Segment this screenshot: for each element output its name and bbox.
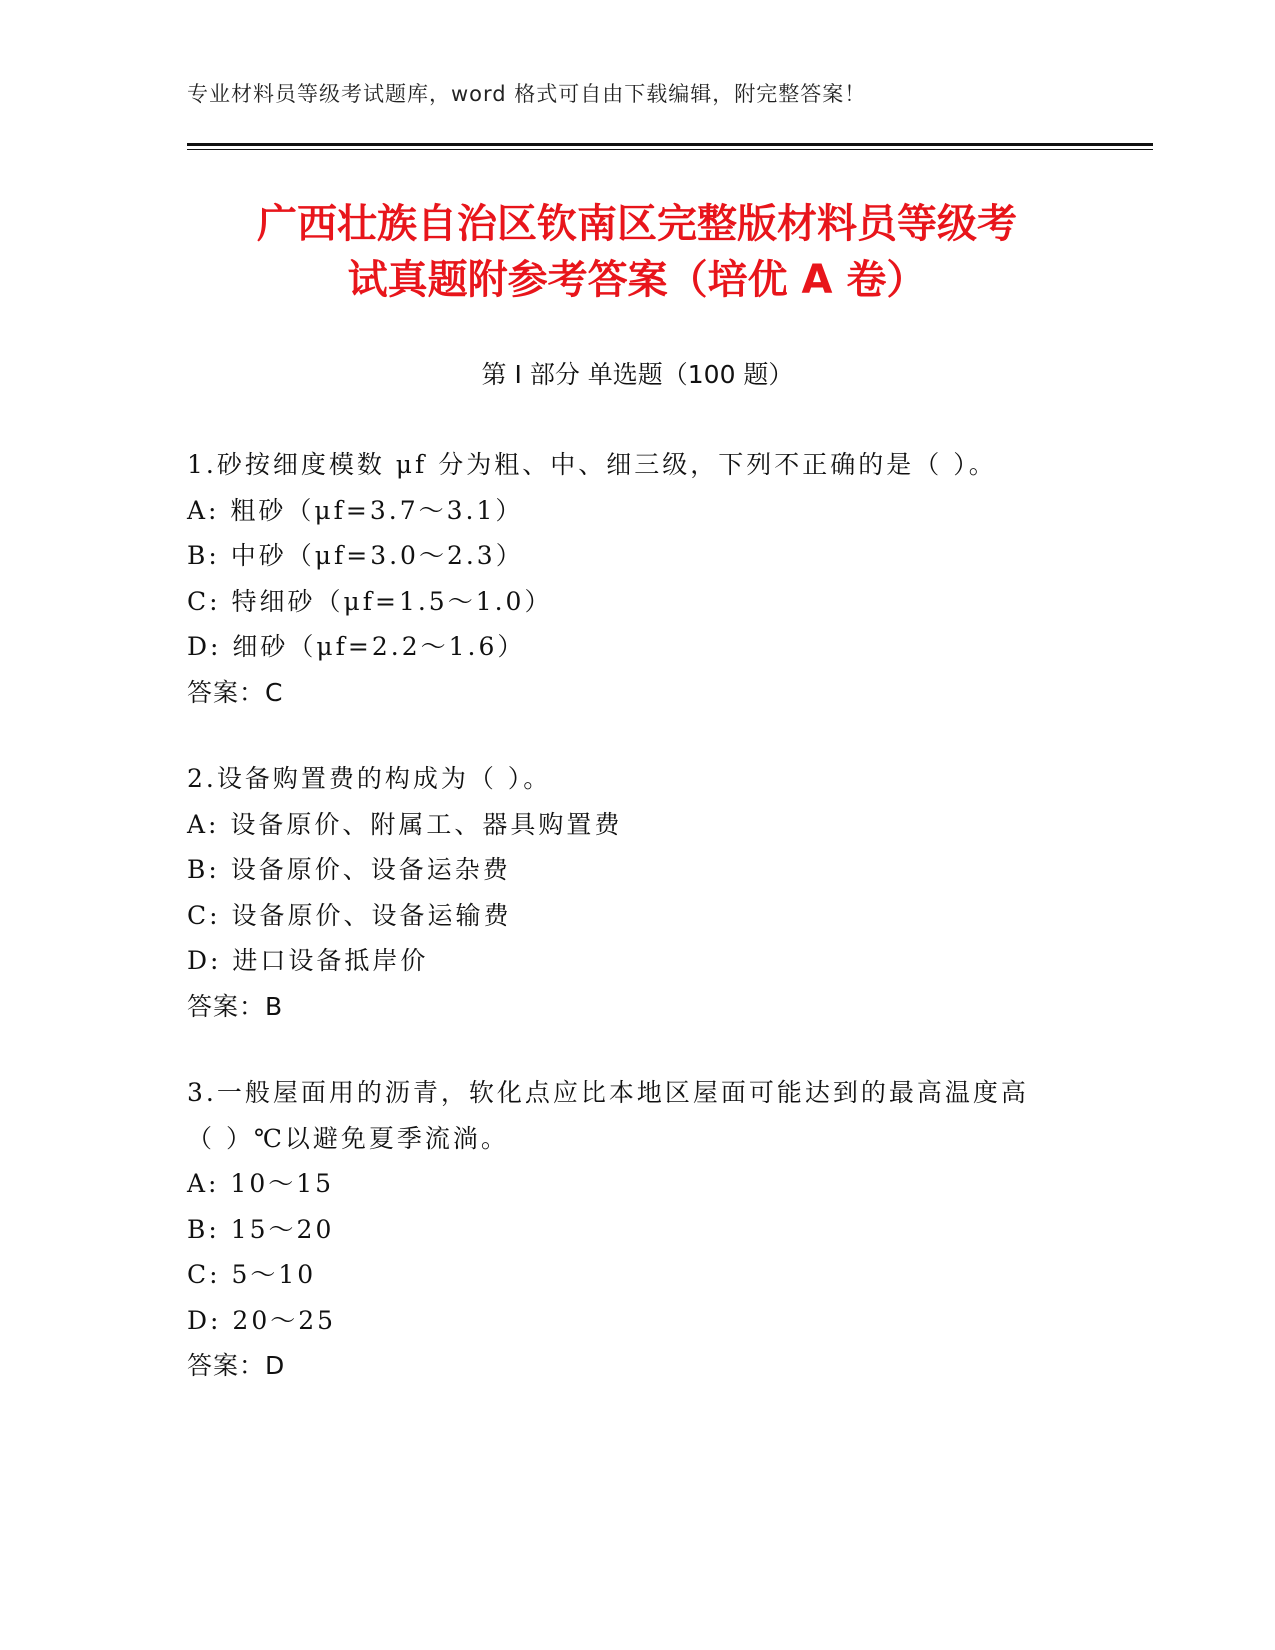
question-3-option-c: C: 5～10 (187, 1260, 317, 1289)
question-3-option-a: A: 10～15 (187, 1169, 335, 1198)
question-1-stem: 1.砂按细度模数 μf 分为粗、中、细三级，下列不正确的是（ ）。 (187, 450, 997, 479)
question-list (187, 442, 1087, 1430)
section-heading: 第 I 部分 单选题（100 题） (481, 360, 794, 389)
header-note: 专业材料员等级考试题库，word 格式可自由下载编辑，附完整答案！ (187, 82, 867, 106)
question-2-stem: 2.设备购置费的构成为（ ）。 (187, 764, 552, 793)
question-2-option-a: A: 设备原价、附属工、器具购置费 (187, 809, 623, 839)
question-3-stem-line-1: 3.一般屋面用的沥青，软化点应比本地区屋面可能达到的最高温度高 (187, 1078, 1029, 1107)
header-rule-thick (187, 143, 1153, 146)
question-2-option-b: B: 设备原价、设备运杂费 (187, 855, 511, 884)
document-title-line-1: 广西壮族自治区钦南区完整版材料员等级考 (257, 201, 1017, 247)
question-2-option-d: D: 进口设备抵岸价 (187, 946, 429, 975)
question-1-option-d: D: 细砂（μf=2.2～1.6） (187, 632, 526, 661)
document-title (187, 196, 1087, 308)
question-1-answer: 答案：C (187, 677, 284, 707)
question-2-answer: 答案：B (187, 991, 284, 1021)
document-title-line-2: 试真题附参考答案（培优 A 卷） (347, 257, 927, 303)
question-3 (187, 1070, 1087, 1389)
question-3-option-d: D: 20～25 (187, 1305, 337, 1335)
question-2-option-c: C: 设备原价、设备运输费 (187, 900, 512, 930)
header-rule-thin (187, 149, 1153, 150)
question-1 (187, 442, 1087, 715)
question-1-option-b: B: 中砂（μf=3.0～2.3） (187, 541, 524, 570)
question-3-option-b: B: 15～20 (187, 1214, 335, 1244)
question-1-option-c: C: 特细砂（μf=1.5～1.0） (187, 586, 553, 616)
question-3-answer: 答案：D (187, 1351, 286, 1380)
question-1-option-a: A: 粗砂（μf=3.7～3.1） (187, 495, 524, 525)
question-2 (187, 756, 1087, 1029)
question-3-stem-line-2: （ ）℃以避免夏季流淌。 (187, 1123, 509, 1153)
